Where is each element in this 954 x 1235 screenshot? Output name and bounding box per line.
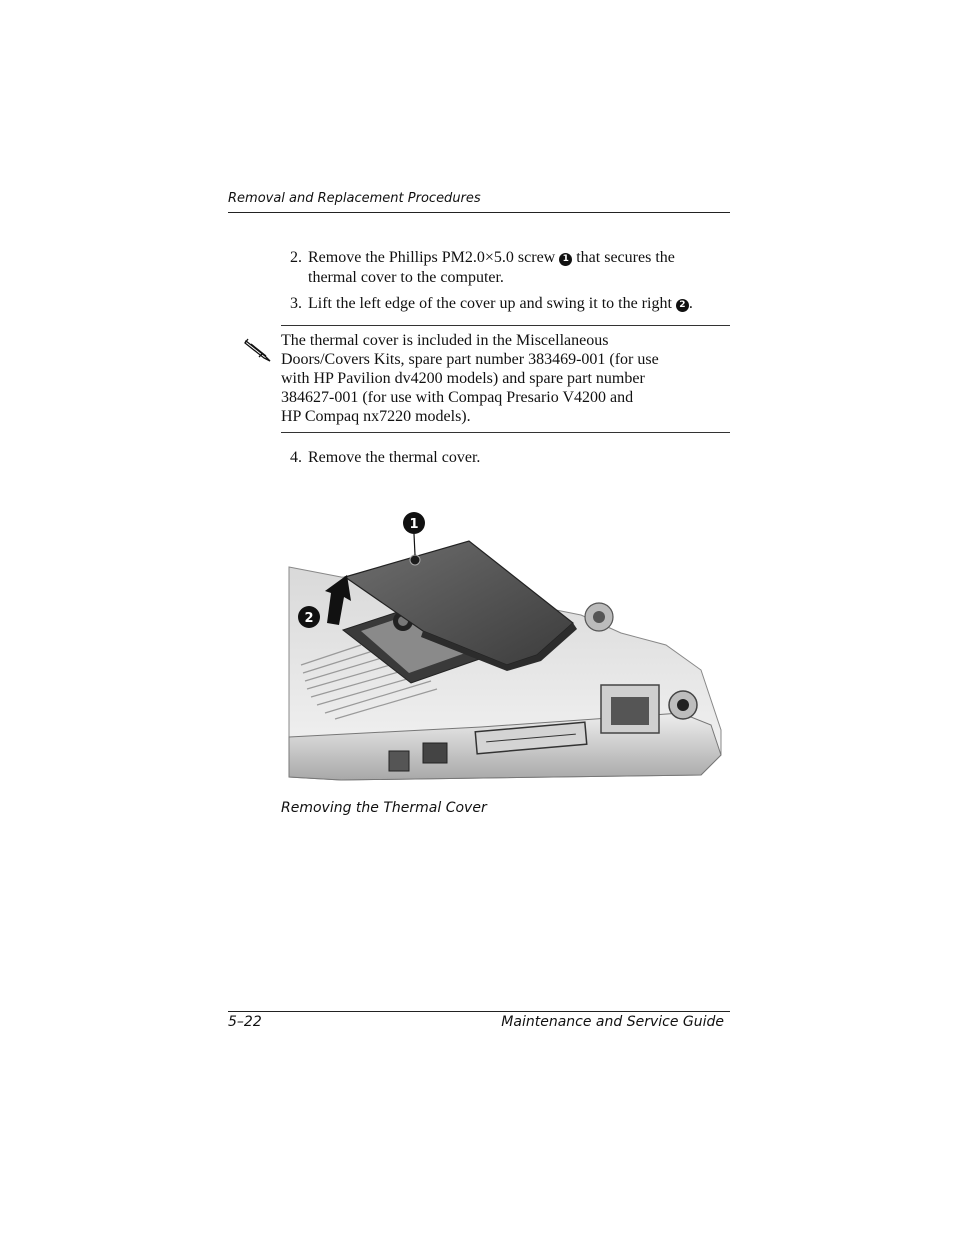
figure-callout-1: 1 bbox=[409, 517, 419, 532]
note-line: The thermal cover is included in the Miscellaneous bbox=[281, 332, 609, 349]
step-text-line2: thermal cover to the computer. bbox=[308, 269, 504, 286]
page-number: 5–22 bbox=[228, 1014, 262, 1030]
step-text-after: . bbox=[688, 295, 693, 312]
step-text: Lift the left edge of the cover up and swing it to the right bbox=[308, 295, 672, 312]
step-number: 4. bbox=[290, 449, 302, 466]
note-line: Doors/Covers Kits, spare part number 383469-001 (for use bbox=[281, 351, 659, 368]
thermal-cover-illustration bbox=[281, 505, 729, 785]
pencil-note-icon bbox=[242, 334, 276, 364]
step-4 bbox=[290, 448, 730, 470]
step-3 bbox=[290, 294, 730, 316]
running-header: Removal and Replacement Procedures bbox=[228, 191, 481, 206]
note-bottom-rule bbox=[281, 432, 730, 433]
step-text: Remove the Phillips PM2.0×5.0 screw bbox=[308, 249, 556, 266]
step-number: 2. bbox=[290, 249, 302, 266]
note-line: 384627-001 (for use with Compaq Presario V4200 and bbox=[281, 389, 634, 406]
note-top-rule bbox=[281, 325, 730, 326]
step-text-after: that secures the bbox=[576, 249, 675, 266]
header-rule bbox=[228, 212, 730, 213]
figure-callout-2: 2 bbox=[304, 611, 314, 626]
note-line: with HP Pavilion dv4200 models) and spare part number bbox=[281, 370, 645, 387]
step-text: Remove the thermal cover. bbox=[308, 449, 481, 466]
note-line: HP Compaq nx7220 models). bbox=[281, 408, 471, 425]
callout-2-icon: 2 bbox=[676, 299, 689, 312]
note-text bbox=[281, 331, 701, 426]
footer-rule bbox=[228, 1011, 730, 1012]
guide-title: Maintenance and Service Guide bbox=[501, 1014, 724, 1030]
figure-caption: Removing the Thermal Cover bbox=[281, 800, 487, 816]
callout-1-icon: 1 bbox=[559, 253, 572, 266]
step-number: 3. bbox=[290, 295, 302, 312]
step-2 bbox=[290, 248, 730, 290]
